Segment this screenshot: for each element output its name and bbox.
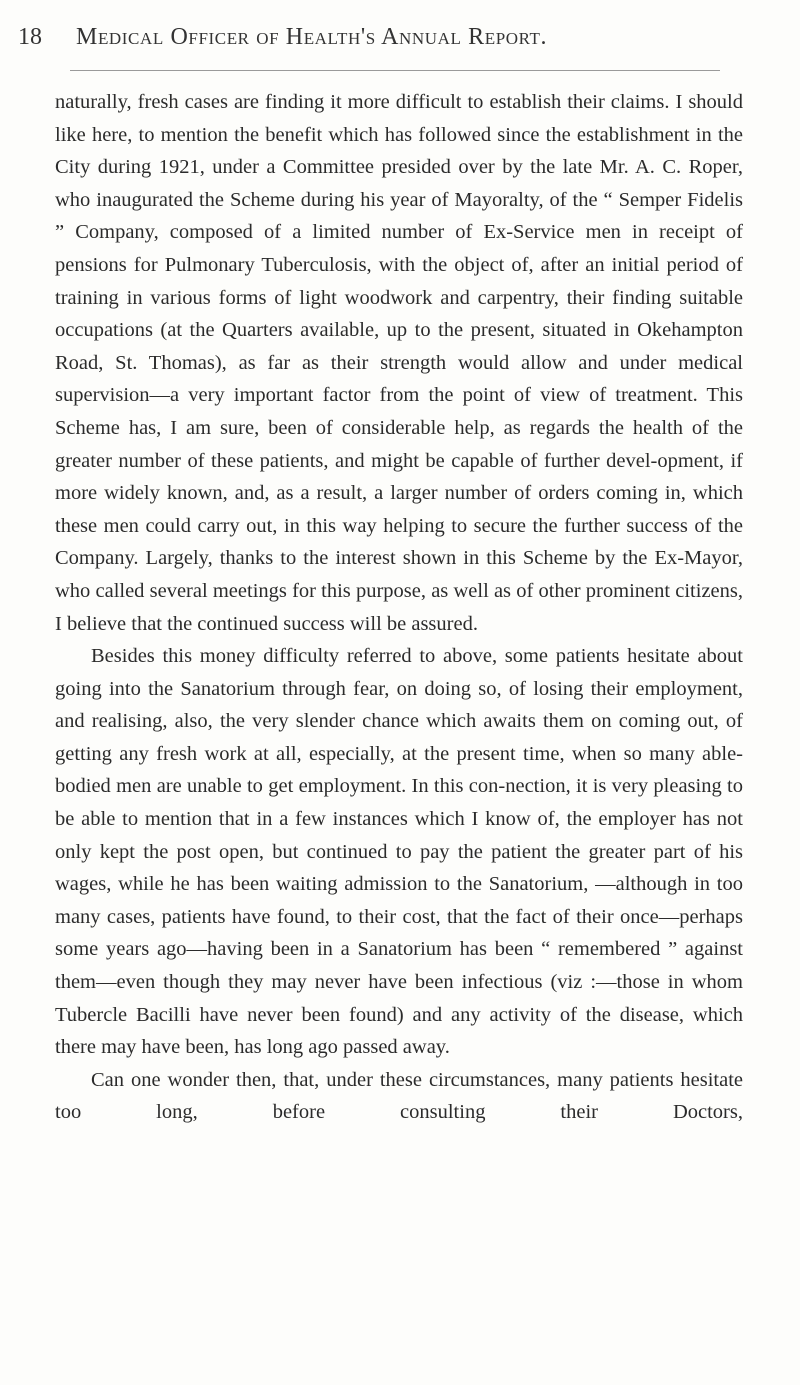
running-header	[18, 24, 718, 60]
header-rule	[70, 70, 720, 71]
page-number: 18	[18, 24, 42, 50]
paragraph-2: Besides this money difficulty referred to above, some patients hesitate about going into the Sanatorium through fear, on doing so, of losing their employment, and realising, also, the very slender chance which awaits them on coming out, of getting any fresh work at all, especially, at the present time, when so many able-bodied men are unable to get employment. In this con-nection, it is very pleasing to be able to mention that in a few instances which I know of, the employer has not only kept the post open, but continued to pay the patient the greater part of his wages, while he has been waiting admission to the Sanatorium, —although in too many cases, patients have found, to their cost, that the fact of their once—perhaps some years ago—having been in a Sanatorium has been “ remembered ” against them—even though they may never have been infectious (viz :—those in whom Tubercle Bacilli have never been found) and any activity of the disease, which there may have been, has long ago passed away.	[55, 645, 743, 1059]
body-text	[55, 86, 743, 1129]
running-title: Medical Officer of Health's Annual Report.	[76, 24, 548, 50]
paragraph-3: Can one wonder then, that, under these circumstances, many patients hesitate too long, before consulting their Doctors,	[55, 1068, 743, 1124]
paragraph-1: naturally, fresh cases are finding it more difficult to establish their claims. I should like here, to mention the benefit which has followed since the establishment in the City during 1921, under a Committee presided over by the late Mr. A. C. Roper, who inaugurated the Scheme during his year of Mayoralty, of the “ Semper Fidelis ” Company, composed of a limited number of Ex-Service men in receipt of pensions for Pulmonary Tuberculosis, with the object of, after an initial period of training in various forms of light woodwork and carpentry, their finding suitable occupations (at the Quarters available, up to the present, situated in Okehampton Road, St. Thomas), as far as their strength would allow and under medical supervision—a very important factor from the point of view of treatment. This Scheme has, I am sure, been of considerable help, as regards the health of the greater number of these patients, and might be capable of further devel-opment, if more widely known, and, as a result, a larger number of orders coming in, which these men could carry out, in this way helping to secure the further success of the Company. Largely, thanks to the interest shown in this Scheme by the Ex-Mayor, who called several meetings for this purpose, as well as of other prominent citizens, I believe that the continued success will be assured.	[55, 91, 743, 635]
